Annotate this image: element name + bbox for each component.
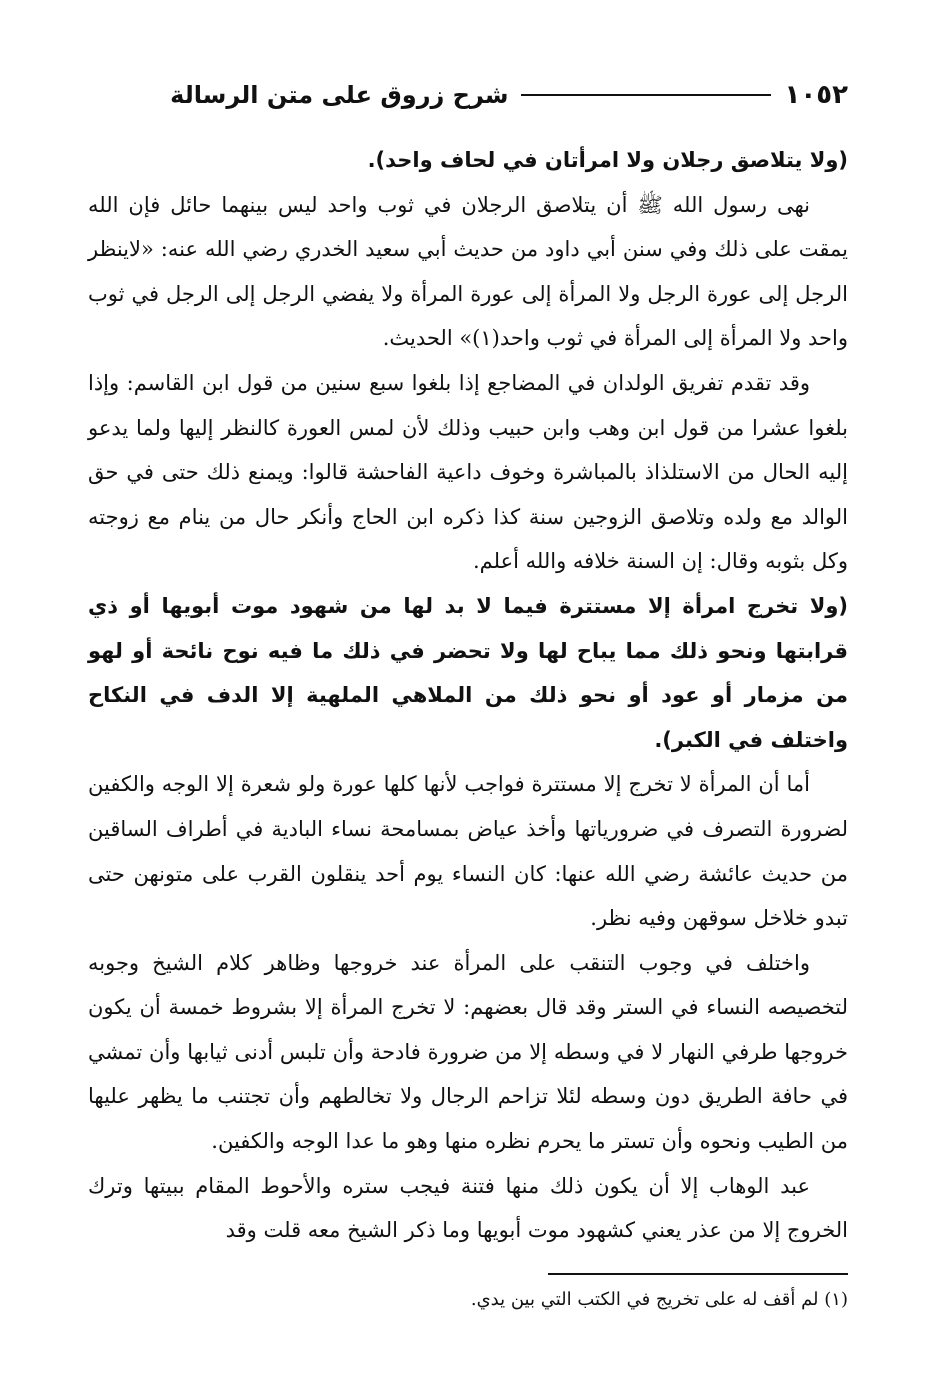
commentary-paragraph: عبد الوهاب إلا أن يكون ذلك منها فتنة فيجب ستره والأحوط المقام ببيتها وترك الخروج إلا من عذر يعني كشهود موت أبويها وما ذكر الشيخ معه قلت وقد — [88, 1173, 848, 1243]
footnote: (١) لم أقف له على تخريج في الكتب التي بين يدي. — [470, 1289, 848, 1310]
commentary-paragraph: نهى رسول الله ﷺ أن يتلاصق الرجلان في ثوب واحد ليس بينهما حائل فإن الله يمقت على ذلك وفي سنن أبي داود من حديث أبي سعيد الخدري رضي الله عنه: «لاينظر الرجل إلى عورة الرجل ولا المرأة إلى عورة المرأة ولا يفضي الرجل إلى الرجل في ثوب واحد ولا المرأة إلى المرأة في ثوب واحد(١)» الحديث. — [88, 192, 848, 351]
header-rule — [521, 94, 771, 96]
document-page — [88, 70, 848, 1360]
running-title: شرح زروق على متن الرسالة — [170, 81, 509, 109]
commentary-paragraph: أما أن المرأة لا تخرج إلا مستترة فواجب لأنها كلها عورة ولو شعرة إلا الوجه والكفين لضرورة التصرف في ضرورياتها وأخذ عياض بمسامحة نساء البادية في أطراف الساقين من حديث عائشة رضي الله عنها: كان النساء يوم أحد ينقلون القرب على متونهن حتى تبدو خلاخل سوقهن وفيه نظر. — [88, 772, 848, 931]
commentary-paragraph: وقد تقدم تفريق الولدان في المضاجع إذا بلغوا سبع سنين من قول ابن القاسم: وإذا بلغوا عشرا من قول ابن وهب وابن حبيب وذلك لأن لمس العورة كالنظر إليها ولما يدعو إليه الحال من الاستلذاذ بالمباشرة وخوف داعية الفاحشة قالوا: ويمنع ذلك حتى في حق الوالد مع ولده وتلاصق الزوجين سنة كذا ذكره ابن الحاج وأنكر حال من ينام مع زوجته وكل بثوبه وقال: إن السنة خلافه والله أعلم. — [88, 370, 848, 574]
commentary-paragraph: واختلف في وجوب التنقب على المرأة عند خروجها وظاهر كلام الشيخ وجوبه لتخصيصه النساء في الستر وقد قال بعضهم: لا تخرج المرأة إلا بشروط خمسة أن يكون خروجها طرفي النهار لا في وسطه إلا من ضرورة فادحة وأن تلبس أدنى ثيابها وأن تمشي في حافة الطريق دون وسطه لئلا تزاحم الرجال ولا تخالطهم وأن تجتنب ما يظهر عليها من الطيب ونحوه وأن تستر ما يحرم نظره منها وهو ما عدا الوجه والكفين. — [88, 950, 848, 1154]
body-text — [88, 138, 848, 1253]
page-header — [88, 70, 848, 120]
page-number: ١٠٥٢ — [784, 80, 848, 110]
matn-paragraph: (ولا يتلاصق رجلان ولا امرأتان في لحاف واحد). — [367, 148, 848, 172]
matn-paragraph: (ولا تخرج امرأة إلا مستترة فيما لا بد لها من شهود موت أبويها أو ذي قرابتها ونحو ذلك مما يباح لها ولا تحضر في ذلك ما فيه نوح نائحة أو لهو من مزمار أو عود أو نحو ذلك من الملاهي الملهية إلا الدف في النكاح واختلف في الكبر). — [88, 593, 848, 752]
footnote-rule — [548, 1273, 848, 1275]
